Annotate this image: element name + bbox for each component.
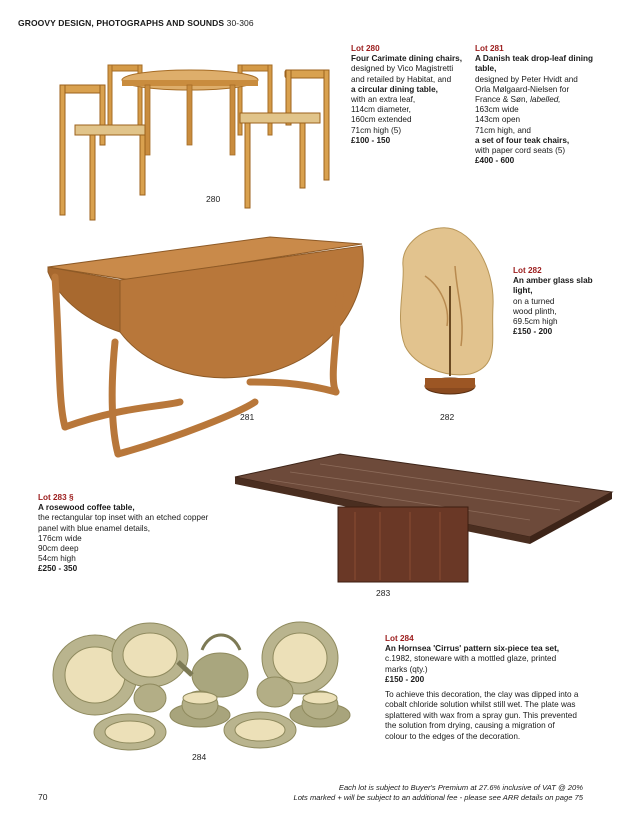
lot-283-line: 54cm high <box>38 554 76 564</box>
lot-284-line: marks (qty.) <box>385 664 428 674</box>
lot-284-line: c.1982, stoneware with a mottled glaze, printed <box>385 654 557 664</box>
lot-283-entry <box>38 493 238 575</box>
lot-283-price: £250 - 350 <box>38 564 78 574</box>
footer-premium-note: Each lot is subject to Buyer's Premium at 27.6% inclusive of VAT @ 20% <box>338 783 583 792</box>
lot-284-paragraph-line: splattered with wax from a spray gun. This prevented <box>385 710 577 720</box>
lot-281-bold-line: a set of four teak chairs, <box>475 135 570 145</box>
page-header <box>18 18 254 28</box>
lot-282-image <box>395 226 505 411</box>
lot-284-description <box>385 690 620 742</box>
lot-280-line: 160cm extended <box>351 115 412 125</box>
header-title: GROOVY DESIGN, PHOTOGRAPHS AND SOUNDS <box>18 18 225 28</box>
lot-282-title: An amber glass slab light, <box>513 276 593 296</box>
lot-283-line: panel with blue enamel details, <box>38 523 150 533</box>
page-number: 70 <box>38 792 48 802</box>
lot-283-title: A rosewood coffee table, <box>38 503 135 513</box>
lot-281-maker: France & Søn, <box>475 95 528 105</box>
lot-282-entry <box>513 266 608 337</box>
lot-282-line: wood plinth, <box>513 306 557 316</box>
header-lot-range: 30-306 <box>226 18 254 28</box>
lot-281-entry <box>475 44 595 166</box>
lot-282-line: on a turned <box>513 296 555 306</box>
lot-280-title: Four Carimate dining chairs, <box>351 54 463 64</box>
lot-280-bold-line: a circular dining table, <box>351 84 438 94</box>
lot-280-line: and retailed by Habitat, and <box>351 74 452 84</box>
lot-281-line: 143cm open <box>475 115 521 125</box>
lot-283-caption: 283 <box>376 588 391 598</box>
lot-284-image <box>50 620 360 755</box>
lot-281-line: 163cm wide <box>475 105 519 115</box>
lot-280-line: with an extra leaf, <box>351 95 416 105</box>
lot-280-entry <box>351 44 469 146</box>
page-footer <box>203 783 583 803</box>
lot-281-line: designed by Peter Hvidt and <box>475 74 578 84</box>
lot-280-price: £100 - 150 <box>351 135 391 145</box>
lot-284-caption: 284 <box>192 752 207 762</box>
lot-282-line: 69.5cm high <box>513 317 558 327</box>
lot-284-price: £150 - 200 <box>385 674 425 684</box>
lot-282-price: £150 - 200 <box>513 327 553 337</box>
lot-280-caption: 280 <box>206 194 221 204</box>
lot-281-caption: 281 <box>240 412 255 422</box>
lot-281-image <box>40 232 370 462</box>
lot-284-paragraph-line: colour to the edges of the decoration. <box>385 731 521 741</box>
lot-283-line: 176cm wide <box>38 533 82 543</box>
lot-280-line: 114cm diameter, <box>351 105 411 115</box>
lot-284-paragraph-line: To achieve this decoration, the clay was dipped into a <box>385 690 579 699</box>
lot-280-line: 71cm high (5) <box>351 125 402 135</box>
lot-281-line: with paper cord seats (5) <box>475 146 566 156</box>
lot-283-image <box>230 452 615 592</box>
lot-280-image <box>50 55 335 225</box>
lot-281-maker-line <box>475 95 595 105</box>
lot-284-entry <box>385 634 615 685</box>
lot-283-number: Lot 283 § <box>38 493 74 502</box>
lot-280-line: designed by Vico Magistretti <box>351 64 454 74</box>
lot-284-paragraph-line: cobalt chloride solution whilst still wet. The plate was <box>385 700 576 710</box>
lot-284-number: Lot 284 <box>385 634 414 643</box>
lot-282-number: Lot 282 <box>513 266 542 275</box>
lot-284-title: An Hornsea 'Cirrus' pattern six-piece tea set, <box>385 644 560 654</box>
lot-284-paragraph-line: the solution from drying, causing a migration of <box>385 721 555 731</box>
lot-283-line: 90cm deep <box>38 544 79 554</box>
lot-281-title: A Danish teak drop-leaf dining table, <box>475 54 593 74</box>
footer-arr-note: Lots marked + will be subject to an additional fee - please see ARR details on page 75 <box>293 793 583 802</box>
lot-281-price: £400 - 600 <box>475 156 515 166</box>
lot-281-labelled: labelled, <box>530 95 561 105</box>
lot-281-number: Lot 281 <box>475 44 504 53</box>
lot-281-line: 71cm high, and <box>475 125 531 135</box>
lot-280-number: Lot 280 <box>351 44 380 53</box>
lot-283-line: the rectangular top inset with an etched copper <box>38 513 209 523</box>
lot-281-line: Orla Mølgaard-Nielsen for <box>475 84 570 94</box>
lot-282-caption: 282 <box>440 412 455 422</box>
